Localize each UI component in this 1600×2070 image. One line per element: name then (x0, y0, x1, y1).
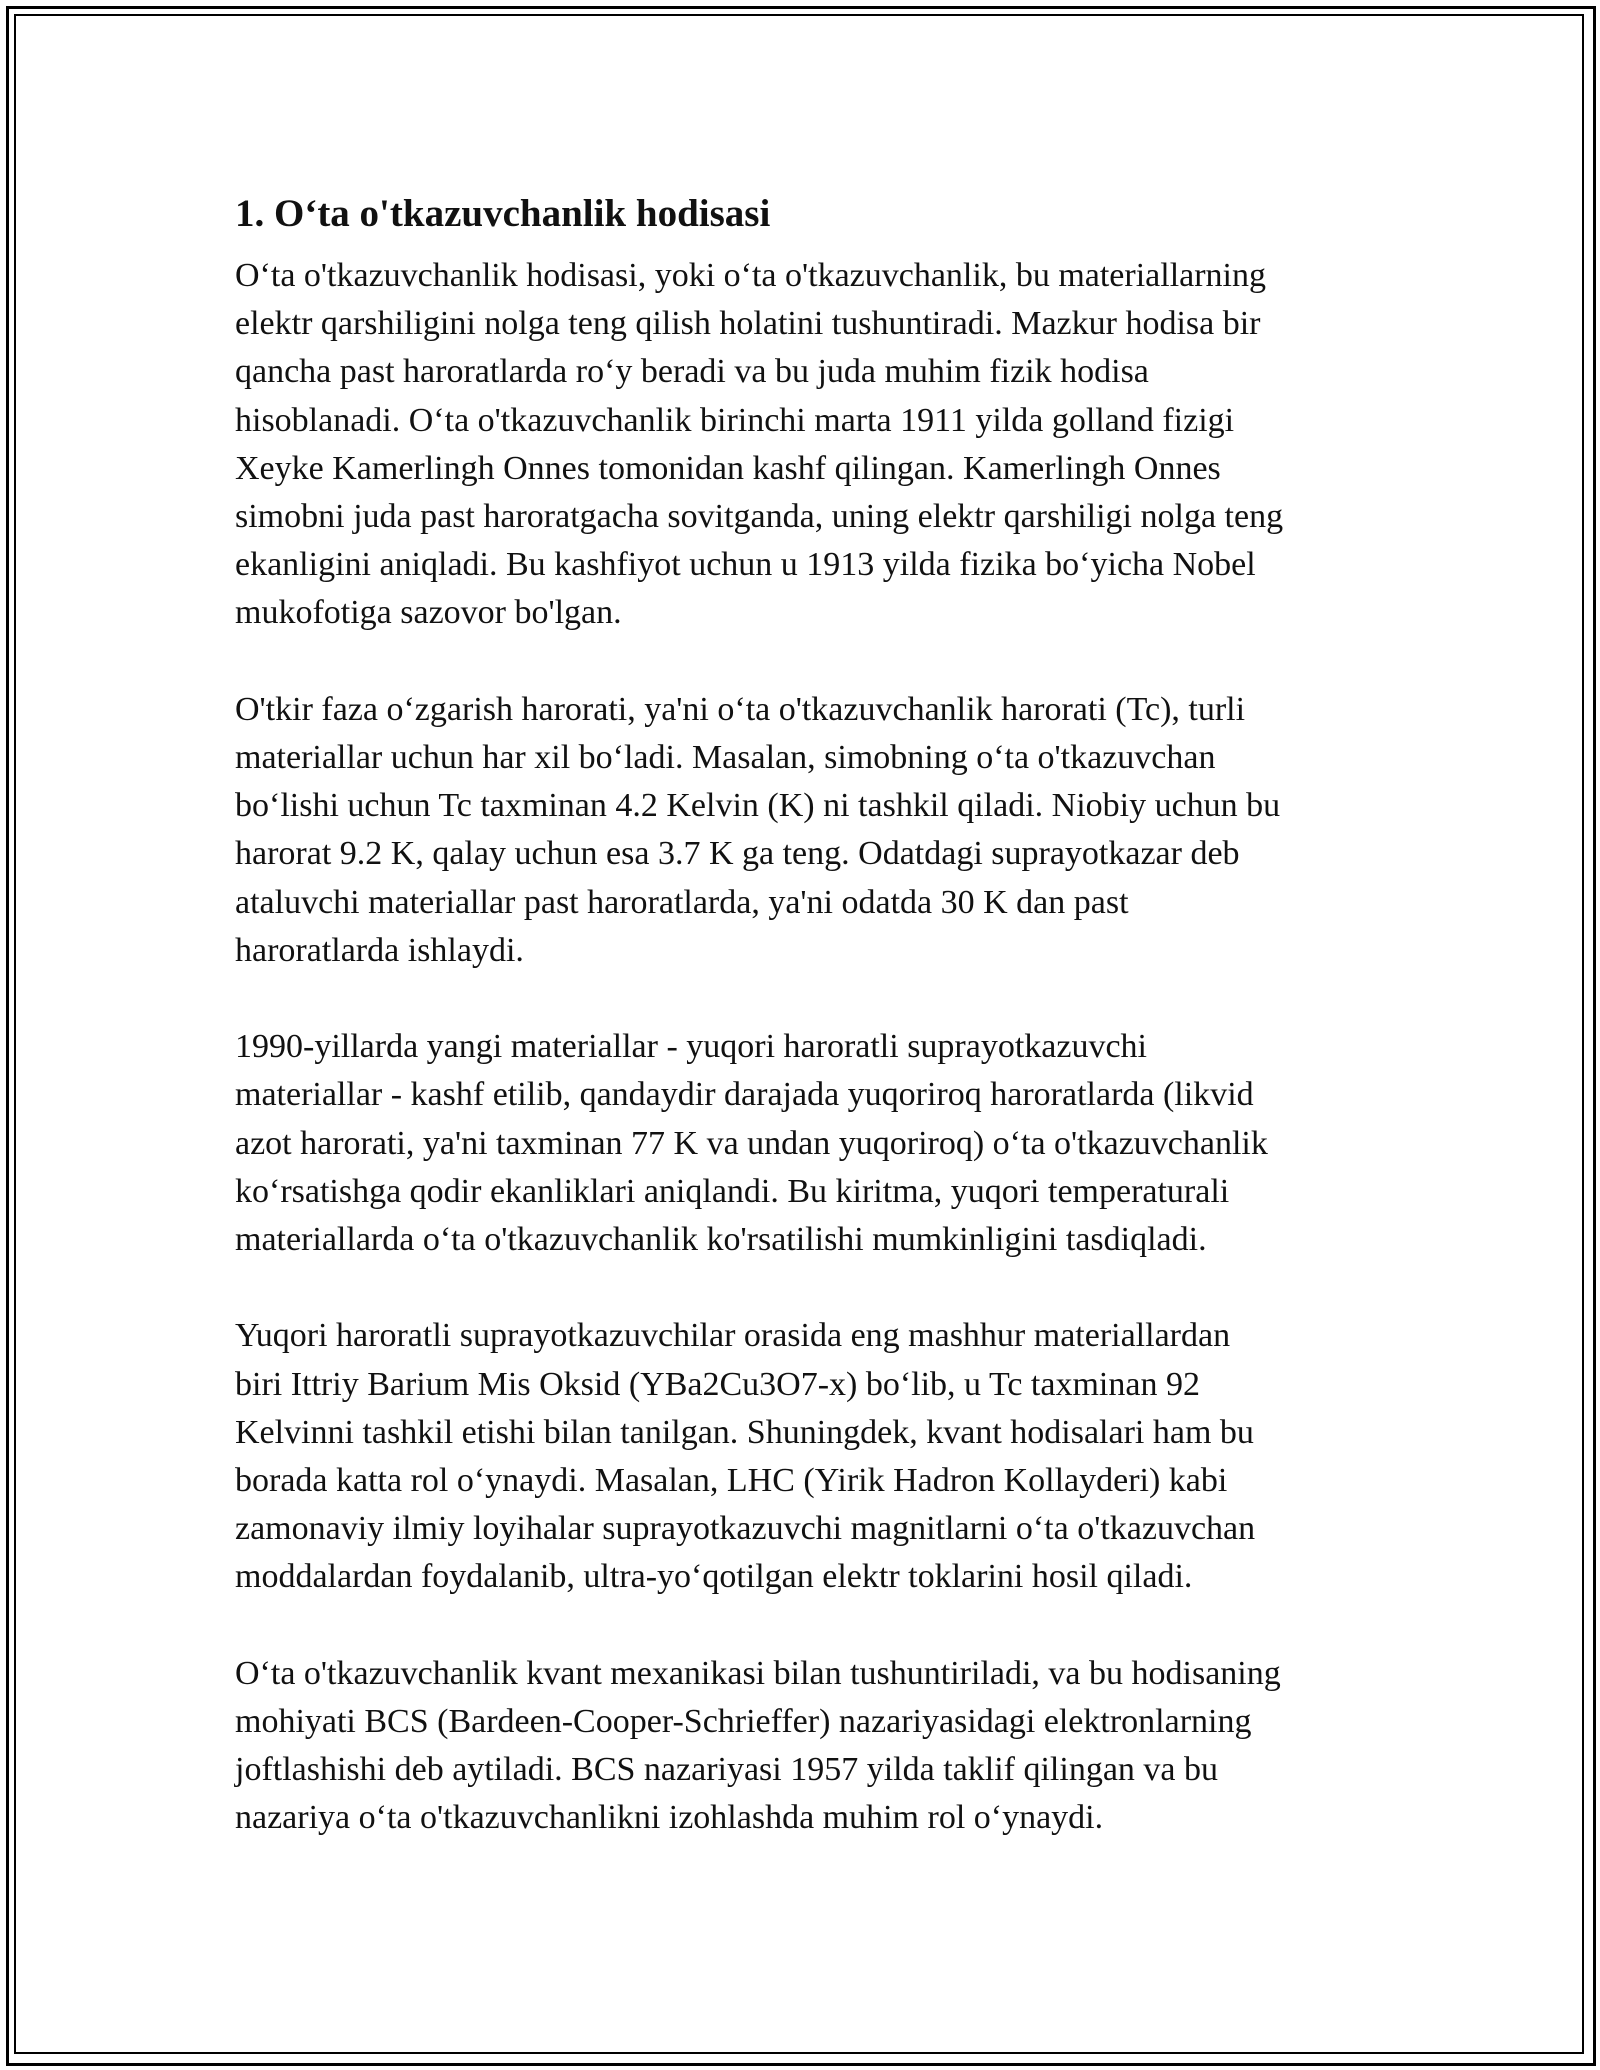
section-heading: 1. O‘ta o'tkazuvchanlik hodisasi (235, 192, 771, 235)
body-paragraph (235, 1312, 1375, 1601)
text-line: haroratlarda ishlaydi. (235, 931, 524, 969)
text-line: simobni juda past haroratgacha sovitganda, uning elektr qarshiligi nolga teng (235, 498, 1284, 536)
text-line: harorat 9.2 K, qalay uchun esa 3.7 K ga teng. Odatdagi suprayotkazar deb (235, 835, 1240, 873)
text-line: ataluvchi materiallar past haroratlarda, ya'ni odatda 30 K dan past (235, 883, 1129, 921)
text-line: materiallar uchun har xil bo‘ladi. Masalan, simobning o‘ta o'tkazuvchan (235, 739, 1216, 777)
text-line: O‘ta o'tkazuvchanlik hodisasi, yoki o‘ta o'tkazuvchanlik, bu materiallarning (235, 257, 1267, 294)
text-line: materiallarda o‘ta o'tkazuvchanlik ko'rsatilishi mumkinligini tasdiqladi. (235, 1221, 1207, 1259)
body-paragraph (235, 686, 1375, 975)
text-line: moddalardan foydalanib, ultra-yo‘qotilgan elektr toklarini hosil qiladi. (235, 1558, 1193, 1596)
text-line: joftlashishi deb aytiladi. BCS nazariyasi 1957 yilda taklif qilingan va bu (235, 1751, 1218, 1789)
text-line: 1990-yillarda yangi materiallar - yuqori haroratli suprayotkazuvchi (235, 1028, 1148, 1066)
paragraph-list (235, 252, 1375, 1843)
text-line: O‘ta o'tkazuvchanlik kvant mexanikasi bilan tushuntiriladi, va bu hodisaning (235, 1654, 1281, 1692)
text-line: ko‘rsatishga qodir ekanliklari aniqlandi. Bu kiritma, yuqori temperaturali (235, 1172, 1230, 1210)
body-paragraph (235, 252, 1375, 638)
body-paragraph (235, 1650, 1375, 1843)
text-line: O'tkir faza o‘zgarish harorati, ya'ni o‘ta o'tkazuvchanlik harorati (Tc), turli (235, 690, 1246, 728)
text-line: mukofotiga sazovor bo'lgan. (235, 594, 622, 632)
text-line: mohiyati BCS (Bardeen-Cooper-Schrieffer) nazariyasidagi elektronlarning (235, 1703, 1252, 1741)
text-line: bo‘lishi uchun Tc taxminan 4.2 Kelvin (K) ni tashkil qiladi. Niobiy uchun bu (235, 787, 1281, 825)
text-line: Yuqori haroratli suprayotkazuvchilar orasida eng mashhur materiallardan (235, 1317, 1231, 1355)
text-line: borada katta rol o‘ynaydi. Masalan, LHC (Yirik Hadron Kollayderi) kabi (235, 1462, 1228, 1500)
text-line: Xeyke Kamerlingh Onnes tomonidan kashf qilingan. Kamerlingh Onnes (235, 449, 1221, 487)
text-line: Kelvinni tashkil etishi bilan tanilgan. Shuningdek, kvant hodisalari ham bu (235, 1413, 1254, 1451)
text-line: hisoblanadi. O‘ta o'tkazuvchanlik birinchi marta 1911 yilda golland fizigi (235, 401, 1235, 439)
text-line: biri Ittriy Barium Mis Oksid (YBa2Cu3O7-x) bo‘lib, u Tc taxminan 92 (235, 1365, 1200, 1403)
body-paragraph (235, 1023, 1375, 1264)
text-line: qancha past haroratlarda ro‘y beradi va bu juda muhim fizik hodisa (235, 353, 1149, 391)
text-line: materiallar - kashf etilib, qandaydir darajada yuqoriroq haroratlarda (likvid (235, 1076, 1254, 1114)
text-line: elektr qarshiligini nolga teng qilish holatini tushuntiradi. Mazkur hodisa bir (235, 305, 1261, 343)
text-line: zamonaviy ilmiy loyihalar suprayotkazuvchi magnitlarni o‘ta o'tkazuvchan (235, 1510, 1256, 1548)
text-line: nazariya o‘ta o'tkazuvchanlikni izohlashda muhim rol o‘ynaydi. (235, 1799, 1104, 1837)
text-line: ekanligini aniqladi. Bu kashfiyot uchun u 1913 yilda fizika bo‘yicha Nobel (235, 546, 1256, 584)
document-body (235, 188, 1375, 1891)
text-line: azot harorati, ya'ni taxminan 77 K va undan yuqoriroq) o‘ta o'tkazuvchanlik (235, 1124, 1268, 1162)
